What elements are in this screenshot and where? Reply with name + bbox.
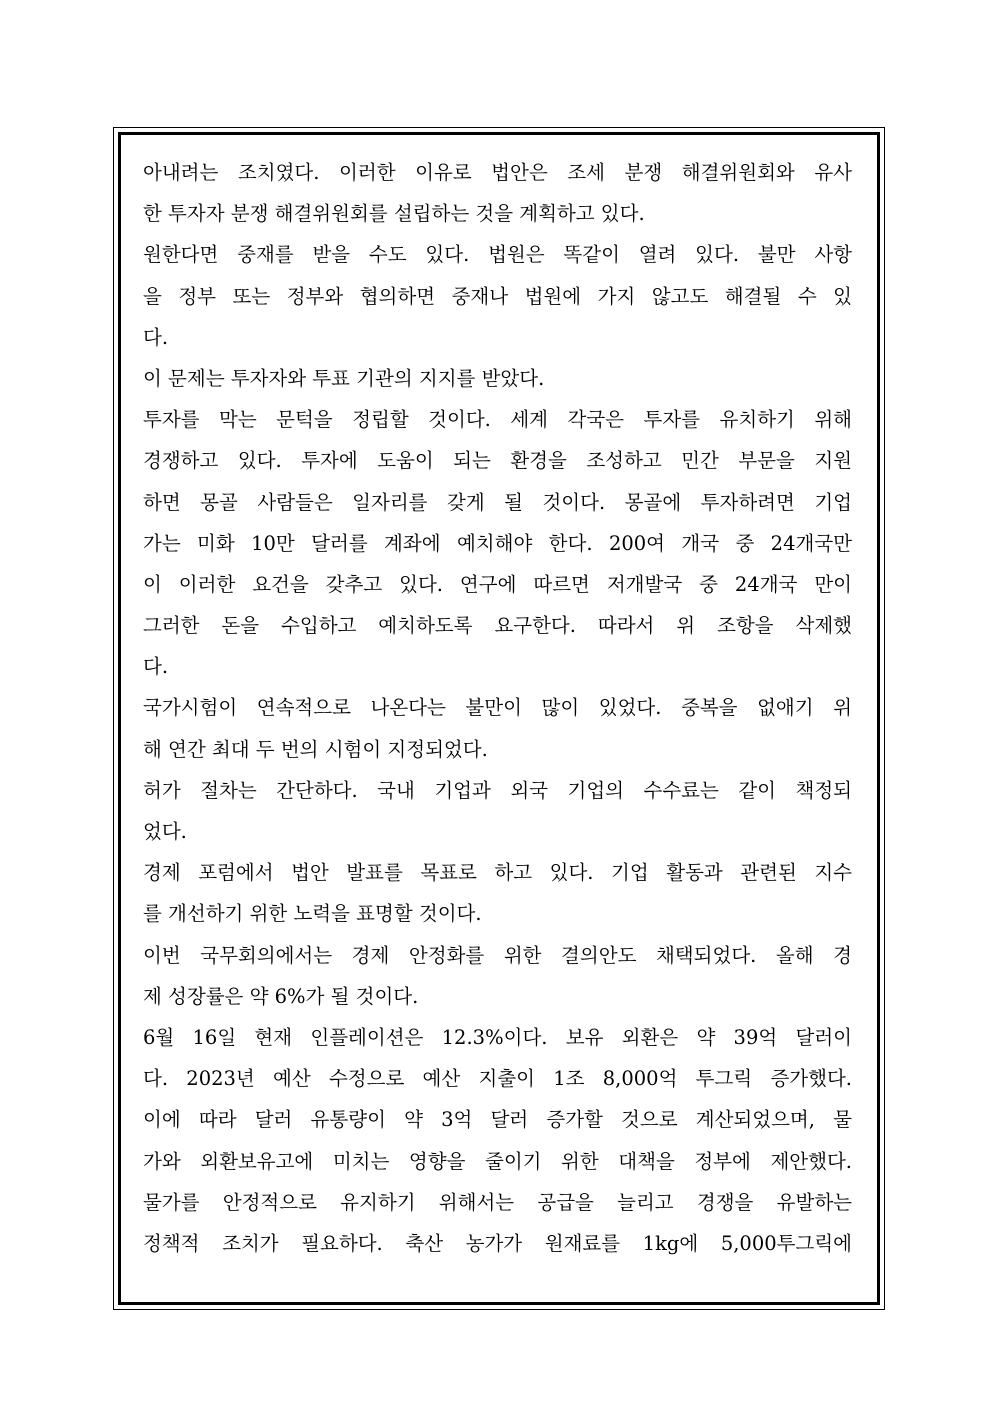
text-line: 한 투자자 분쟁 해결위원회를 설립하는 것을 계획하고 있다. bbox=[143, 202, 645, 226]
text-line: 허가 절차는 간단하다. 국내 기업과 외국 기업의 수수료는 같이 책정되 bbox=[143, 778, 852, 802]
text-line: 정책적 조치가 필요하다. 축산 농가가 원재료를 1kg에 5,000투그릭에 bbox=[143, 1231, 852, 1255]
text-line: 경제 포럼에서 법안 발표를 목표로 하고 있다. 기업 활동과 관련된 지수 bbox=[143, 861, 852, 885]
text-line: 그러한 돈을 수입하고 예치하도록 요구한다. 따라서 위 조항을 삭제했 bbox=[143, 614, 852, 638]
text-line: 다. 2023년 예산 수정으로 예산 지출이 1조 8,000억 투그릭 증가했다. bbox=[143, 1067, 852, 1091]
text-line: 6월 16일 현재 인플레이션은 12.3%이다. 보유 외환은 약 39억 달러이 bbox=[143, 1025, 852, 1049]
text-line: 원한다면 중재를 받을 수도 있다. 법원은 똑같이 열려 있다. 불만 사항 bbox=[143, 243, 852, 267]
text-line: 이에 따라 달러 유통량이 약 3억 달러 증가할 것으로 계산되었으며, 물 bbox=[143, 1108, 852, 1132]
text-line: 경쟁하고 있다. 투자에 도움이 되는 환경을 조성하고 민간 부문을 지원 bbox=[143, 449, 852, 473]
text-line: 이번 국무회의에서는 경제 안정화를 위한 결의안도 채택되었다. 올해 경 bbox=[143, 943, 852, 967]
text-line: 아내려는 조치였다. 이러한 이유로 법안은 조세 분쟁 해결위원회와 유사 bbox=[143, 161, 852, 184]
text-line: 물가를 안정적으로 유지하기 위해서는 공급을 늘리고 경쟁을 유발하는 bbox=[143, 1190, 852, 1214]
text-line: 이 이러한 요건을 갖추고 있다. 연구에 따르면 저개발국 중 24개국 만이 bbox=[143, 572, 852, 596]
text-line: 다. bbox=[143, 655, 169, 679]
text-line: 다. bbox=[143, 325, 169, 349]
text-line: 해 연간 최대 두 번의 시험이 지정되었다. bbox=[143, 737, 488, 761]
text-line: 투자를 막는 문턱을 정립할 것이다. 세계 각국은 투자를 유치하기 위해 bbox=[143, 408, 852, 432]
text-line: 가는 미화 10만 달러를 계좌에 예치해야 한다. 200여 개국 중 24개국만 bbox=[143, 531, 852, 555]
text-line: 하면 몽골 사람들은 일자리를 갖게 될 것이다. 몽골에 투자하려면 기업 bbox=[143, 490, 852, 514]
text-line: 제 성장률은 약 6%가 될 것이다. bbox=[143, 984, 419, 1008]
text-line: 가와 외환보유고에 미치는 영향을 줄이기 위한 대책을 정부에 제안했다. bbox=[143, 1149, 852, 1173]
document-text-body bbox=[143, 152, 852, 1264]
text-line: 을 정부 또는 정부와 협의하면 중재나 법원에 가지 않고도 해결될 수 있 bbox=[143, 284, 852, 308]
text-line: 국가시험이 연속적으로 나온다는 불만이 많이 있었다. 중복을 없애기 위 bbox=[143, 696, 852, 720]
text-line: 었다. bbox=[143, 820, 187, 843]
text-line: 이 문제는 투자자와 투표 기관의 지지를 받았다. bbox=[143, 366, 545, 390]
text-line: 를 개선하기 위한 노력을 표명할 것이다. bbox=[143, 902, 482, 926]
